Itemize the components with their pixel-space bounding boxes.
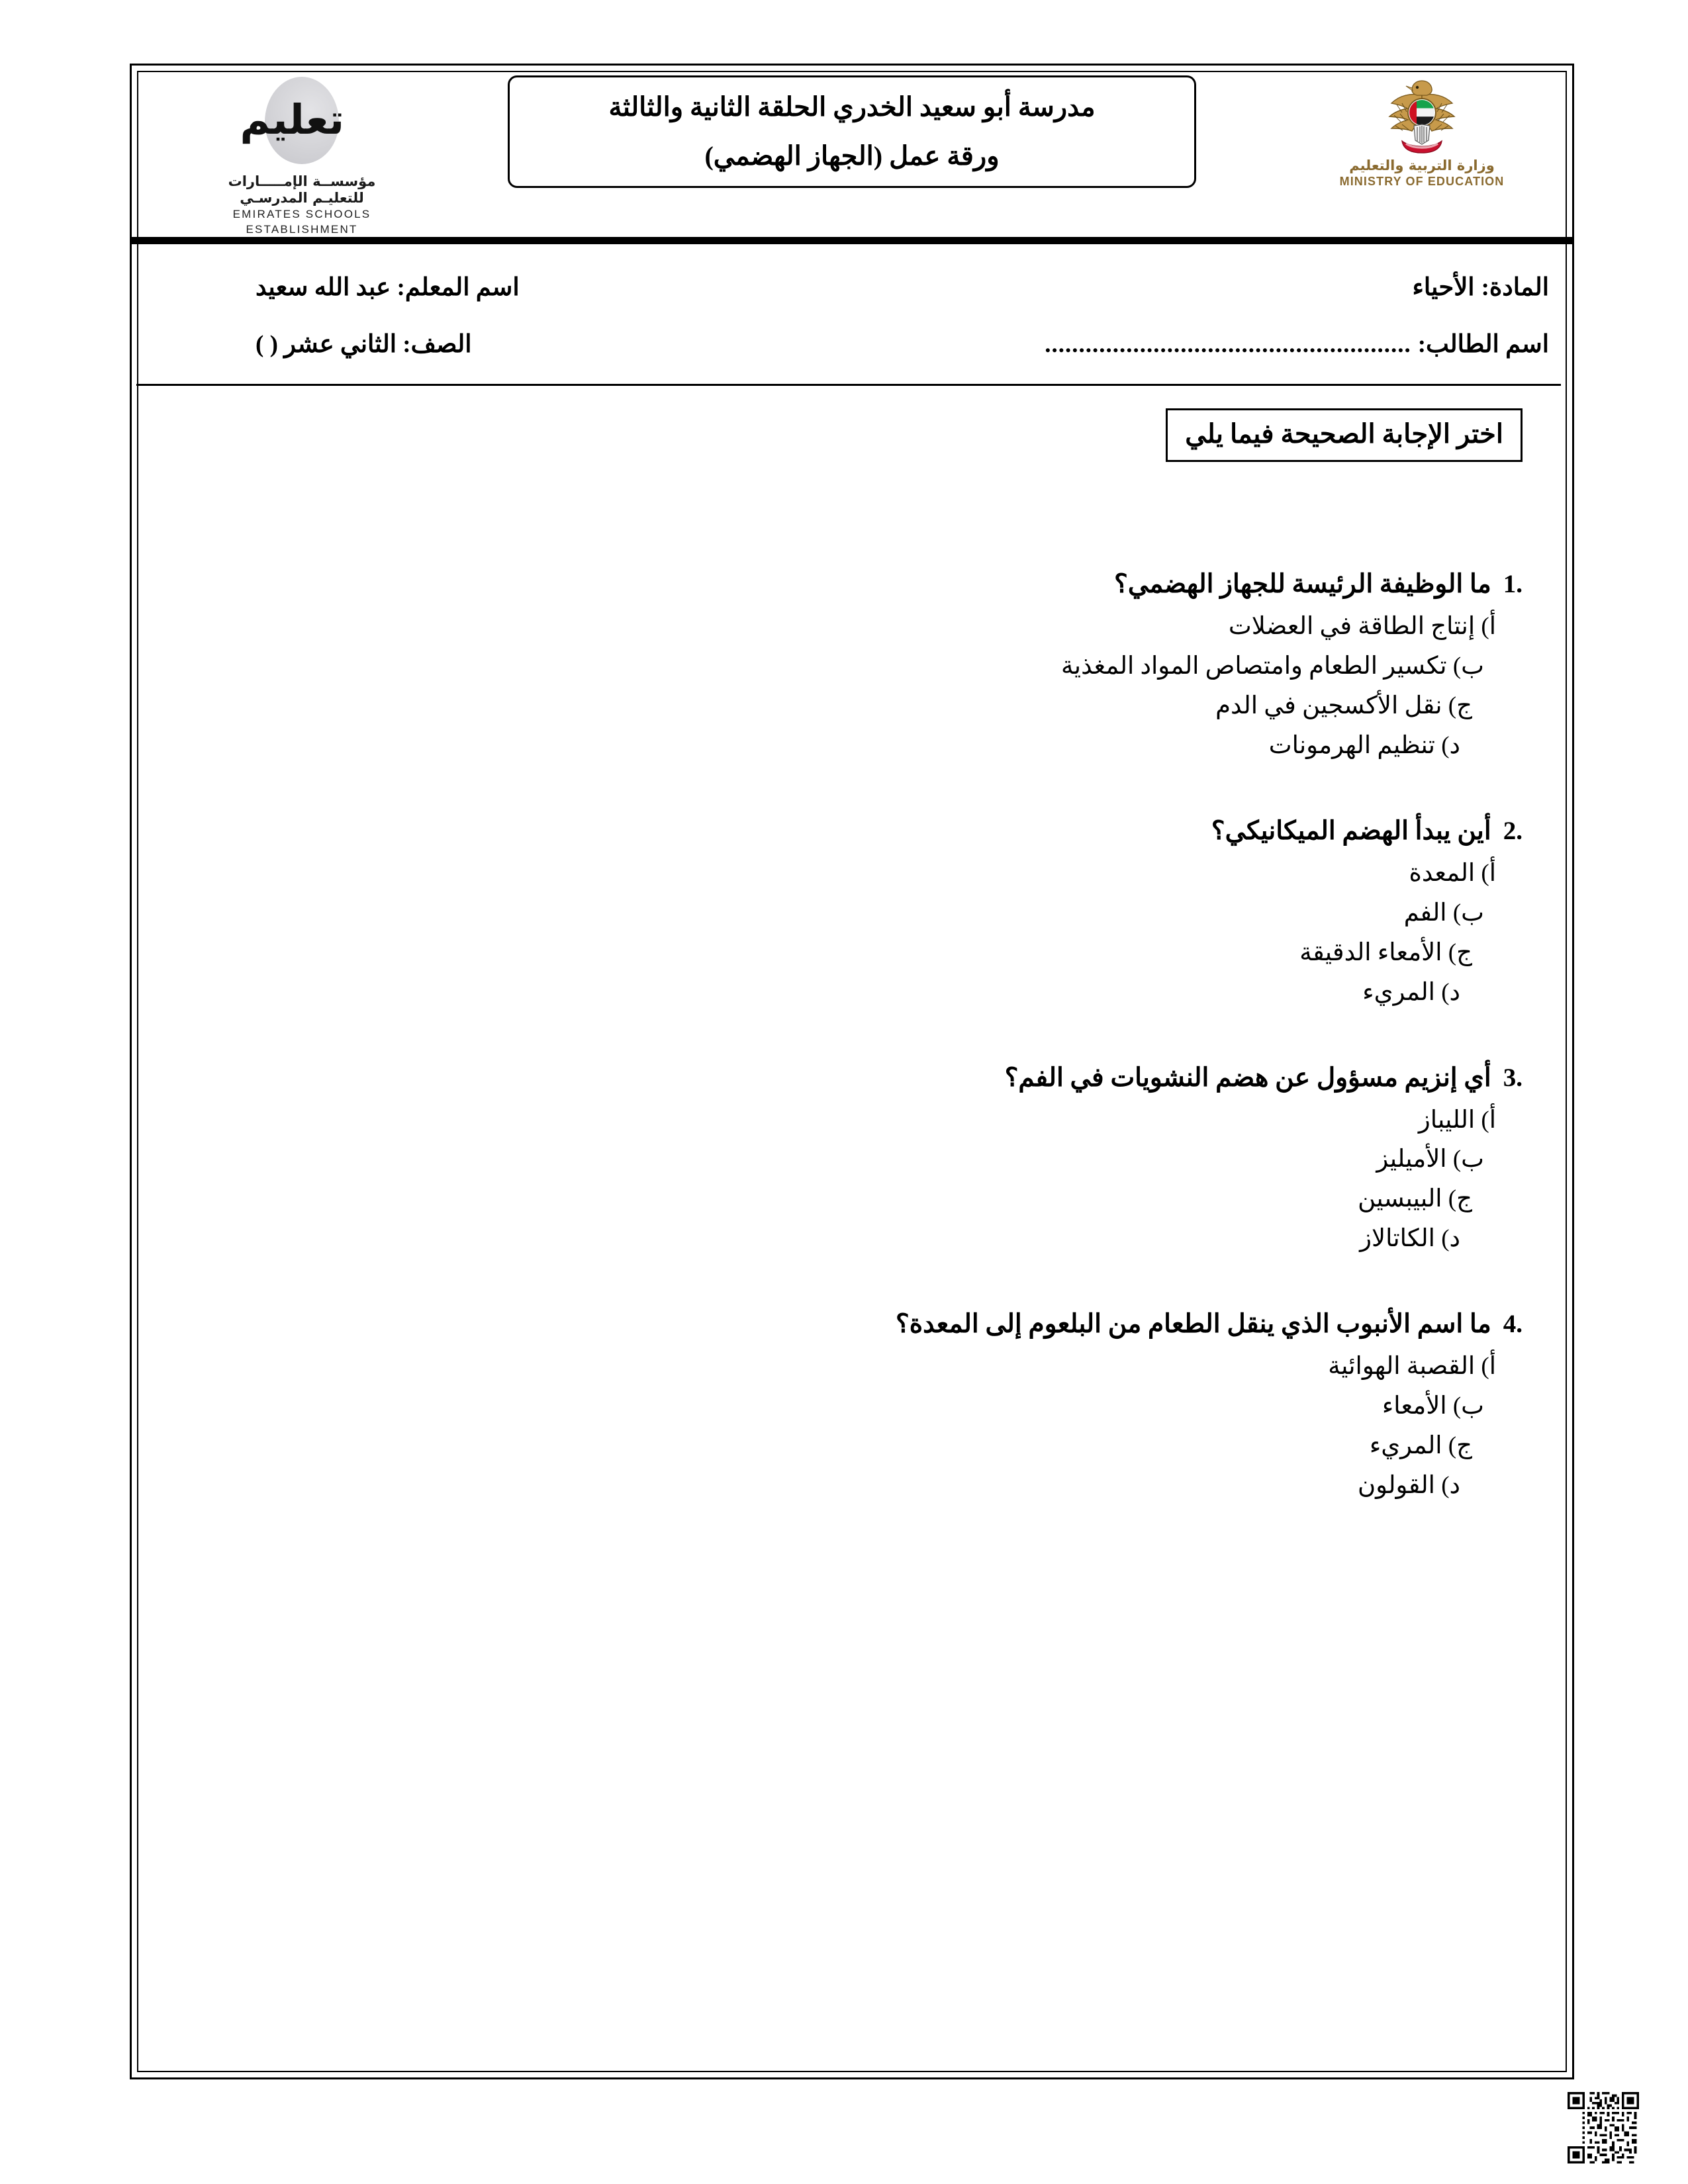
answer-option[interactable]: ب) الأميليز [1376,1146,1484,1173]
answer-option[interactable]: ب) الفم [1403,899,1484,927]
answer-option[interactable]: د) القولون [1358,1472,1460,1500]
qr-code-icon [1568,2092,1639,2163]
answer-option[interactable]: ج) نقل الأكسجين في الدم [1215,692,1472,719]
ministry-of-education-logo [1316,75,1528,189]
class-value[interactable]: الثاني عشر ( ) [256,331,397,358]
answer-option[interactable]: د) تنظيم الهرمونات [1268,731,1460,759]
question-text: أي إنزيم مسؤول عن هضم النشويات في الفم؟ [1004,1063,1491,1092]
answer-option[interactable]: ج) المريء [1369,1432,1472,1460]
ese-arabic-line-2: للتعليـم المدرسـي [240,190,364,206]
subject-value: الأحياء [1412,274,1475,301]
question-text: ما الوظيفة الرئيسة للجهاز الهضمي؟ [1114,570,1491,598]
instruction-box [1166,408,1523,462]
question-heading [265,1309,1523,1339]
worksheet-info-band [136,251,1568,384]
instruction-text: اختر الإجابة الصحيحة فيما يلي [1185,419,1503,449]
ese-english-line-2: ESTABLISHMENT [246,223,358,236]
worksheet-title-box [508,75,1196,188]
answer-options [265,1347,1523,1506]
answer-options [265,1101,1523,1259]
answer-option[interactable]: ب) تكسير الطعام وامتصاص المواد المغذية [1060,652,1484,680]
question-number: 4. [1503,1310,1523,1339]
student-name-blank[interactable]: ...................................................... [1045,331,1411,358]
question-heading [265,569,1523,599]
worksheet-subtitle: ورقة عمل (الجهاز الهضمي) [704,141,1000,171]
answer-option[interactable]: ج) الأمعاء الدقيقة [1299,938,1472,966]
info-row-student-class [136,318,1568,371]
ese-arabic-line-1: مؤسســة الإمـــــارات [228,173,376,189]
question-heading [265,1063,1523,1093]
question-block [265,1063,1523,1259]
ese-logo-icon [240,73,344,171]
questions-list [265,569,1523,1556]
school-name: مدرسة أبو سعيد الخدري الحلقة الثانية والثالثة [608,92,1096,122]
ministry-name-english: MINISTRY OF EDUCATION [1339,175,1505,188]
question-number: 2. [1503,816,1523,845]
ese-english-line-1: EMIRATES SCHOOLS [232,208,371,220]
ese-logo-script: تعليم [240,95,344,144]
answer-option[interactable]: أ) الليباز [1418,1106,1496,1134]
question-heading [265,816,1523,846]
header-divider [130,237,1574,244]
student-name-label: اسم الطالب: [1417,331,1549,358]
emirates-schools-establishment-logo [203,73,401,236]
teacher-value: عبد الله سعيد [256,274,391,301]
student-name-field[interactable] [1045,330,1549,359]
uae-falcon-emblem-icon [1382,75,1462,154]
question-text: ما اسم الأنبوب الذي ينقل الطعام من البلعوم إلى المعدة؟ [896,1310,1491,1339]
answer-option[interactable]: أ) المعدة [1409,859,1496,887]
question-block [265,569,1523,766]
answer-option[interactable]: ج) البيبسين [1358,1185,1472,1213]
answer-option[interactable]: أ) إنتاج الطاقة في العضلات [1228,613,1496,640]
question-block [265,1309,1523,1506]
answer-option[interactable]: ب) الأمعاء [1382,1392,1484,1420]
answer-option[interactable]: د) الكاتالاز [1360,1225,1460,1253]
teacher-field [256,273,520,302]
question-number: 3. [1503,1063,1523,1092]
answer-option[interactable]: د) المريء [1362,978,1460,1006]
class-label: الصف: [402,331,472,358]
question-text: أين يبدأ الهضم الميكانيكي؟ [1211,816,1491,845]
question-number: 1. [1503,570,1523,598]
class-field[interactable] [256,330,472,359]
document-header [136,69,1568,234]
subject-label: المادة: [1481,274,1549,301]
subject-field [1413,273,1550,302]
ministry-name-arabic: وزارة التربية والتعليم [1349,158,1495,173]
teacher-label: اسم المعلم: [397,274,520,301]
info-row-subject-teacher [136,261,1568,314]
question-block [265,816,1523,1013]
answer-options [265,607,1523,766]
answer-options [265,854,1523,1013]
answer-option[interactable]: أ) القصبة الهوائية [1328,1353,1496,1381]
info-divider [136,384,1561,386]
